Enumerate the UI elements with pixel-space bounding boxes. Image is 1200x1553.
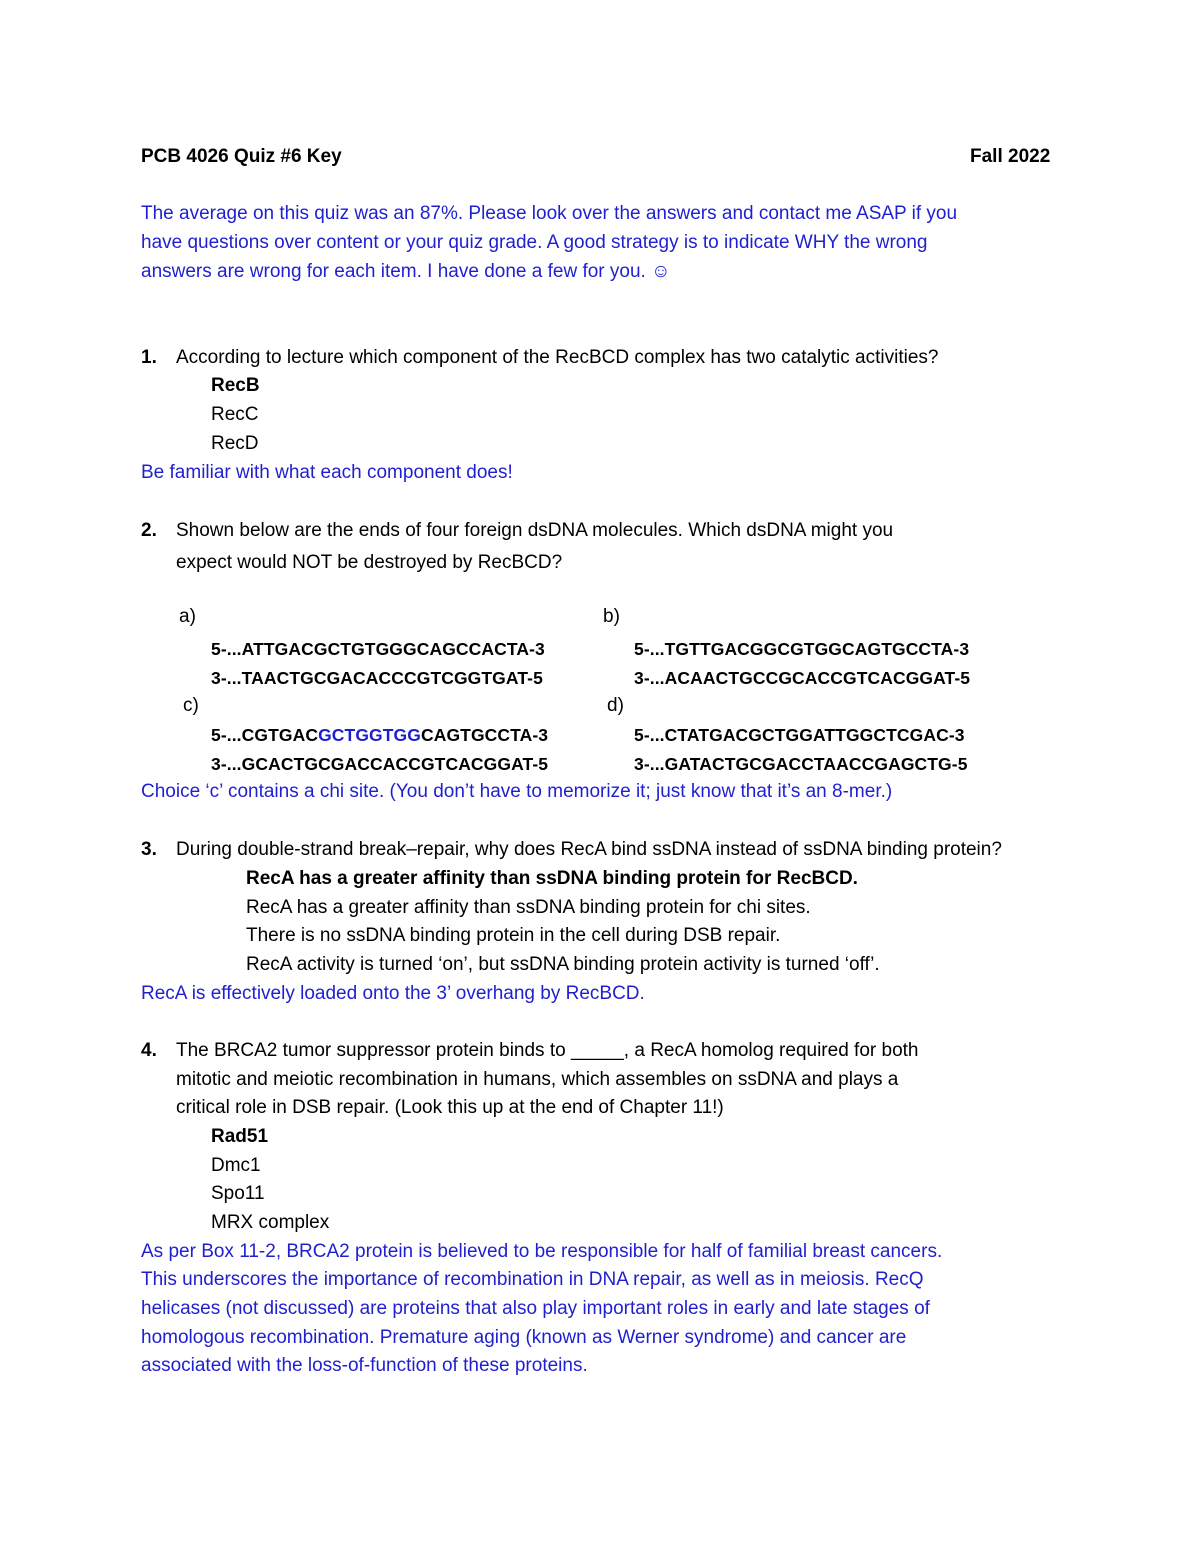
q4-note-line: helicases (not discussed) are proteins that also play important roles in early and late stages of — [141, 1298, 930, 1319]
intro-line: have questions over content or your quiz grade. A good strategy is to indicate WHY the wrong — [141, 232, 928, 253]
chi-site-highlight: GCTGGTGG — [318, 725, 421, 745]
q1-option: RecC — [211, 404, 259, 425]
q2-d-top-strand: 5-...CTATGACGCTGGATTGGCTCGAC-3 — [634, 725, 965, 745]
q2-label-a: a) — [179, 606, 196, 627]
q3-option-correct: RecA has a greater affinity than ssDNA binding protein for RecBCD. — [246, 868, 858, 889]
quiz-title: PCB 4026 Quiz #6 Key — [141, 146, 342, 167]
q2-note: Choice ‘c’ contains a chi site. (You don’t have to memorize it; just know that it’s an 8-mer.) — [141, 781, 893, 802]
q4-question-line: critical role in DSB repair. (Look this up at the end of Chapter 11!) — [176, 1097, 724, 1118]
q3-option: RecA has a greater affinity than ssDNA binding protein for chi sites. — [246, 897, 811, 918]
q2-label-d: d) — [607, 695, 624, 716]
q2-c-top-post: CAGTGCCTA-3 — [420, 725, 549, 745]
q4-option: MRX complex — [211, 1212, 330, 1233]
q1-number: 1. — [141, 347, 157, 368]
q4-option: Spo11 — [211, 1183, 265, 1204]
q2-d-bottom-strand: 3-...GATACTGCGACCTAACCGAGCTG-5 — [634, 754, 968, 774]
q4-question-line: The BRCA2 tumor suppressor protein binds to _____, a RecA homolog required for both — [176, 1040, 919, 1061]
q4-note-line: As per Box 11-2, BRCA2 protein is believed to be responsible for half of familial breast cancers. — [141, 1241, 943, 1262]
q4-question-line: mitotic and meiotic recombination in humans, which assembles on ssDNA and plays a — [176, 1069, 899, 1090]
q3-number: 3. — [141, 839, 157, 860]
q1-note: Be familiar with what each component does! — [141, 462, 513, 483]
q3-note: RecA is effectively loaded onto the 3’ overhang by RecBCD. — [141, 983, 645, 1004]
q1-option-correct: RecB — [211, 375, 260, 396]
q3-option: There is no ssDNA binding protein in the cell during DSB repair. — [246, 925, 781, 946]
q4-option-correct: Rad51 — [211, 1126, 269, 1147]
q2-c-top-strand — [211, 723, 548, 747]
q4-note-line: This underscores the importance of recombination in DNA repair, as well as in meiosis. RecQ — [141, 1269, 924, 1290]
q2-a-top-strand: 5-...ATTGACGCTGTGGGCAGCCACTA-3 — [211, 639, 545, 659]
q1-option: RecD — [211, 433, 259, 454]
intro-line: answers are wrong for each item. I have done a few for you. ☺ — [141, 261, 671, 282]
q2-a-bottom-strand: 3-...TAACTGCGACACCCGTCGGTGAT-5 — [211, 668, 543, 688]
q2-b-top-strand: 5-...TGTTGACGGCGTGGCAGTGCCTA-3 — [634, 639, 970, 659]
intro-line: The average on this quiz was an 87%. Please look over the answers and contact me ASAP if you — [141, 203, 958, 224]
q2-number: 2. — [141, 520, 157, 541]
q2-c-bottom-strand: 3-...GCACTGCGACCACCGTCACGGAT-5 — [211, 754, 549, 774]
q4-note-line: homologous recombination. Premature aging (known as Werner syndrome) and cancer are — [141, 1327, 907, 1348]
q4-note-line: associated with the loss-of-function of these proteins. — [141, 1355, 588, 1376]
q3-option: RecA activity is turned ‘on’, but ssDNA binding protein activity is turned ‘off’. — [246, 954, 880, 975]
q2-b-bottom-strand: 3-...ACAACTGCCGCACCGTCACGGAT-5 — [634, 668, 971, 688]
q4-option: Dmc1 — [211, 1155, 261, 1176]
q2-label-c: c) — [183, 695, 199, 716]
q2-label-b: b) — [603, 606, 620, 627]
quiz-term: Fall 2022 — [970, 146, 1051, 167]
q1-question: According to lecture which component of the RecBCD complex has two catalytic activities? — [176, 347, 939, 368]
q4-number: 4. — [141, 1040, 157, 1061]
q2-question-line: Shown below are the ends of four foreign dsDNA molecules. Which dsDNA might you — [176, 520, 894, 541]
q2-c-top-pre: 5-...CGTGAC — [211, 725, 319, 745]
q2-question-line: expect would NOT be destroyed by RecBCD? — [176, 552, 563, 573]
q3-question: During double-strand break–repair, why does RecA bind ssDNA instead of ssDNA binding protein? — [176, 839, 1002, 860]
